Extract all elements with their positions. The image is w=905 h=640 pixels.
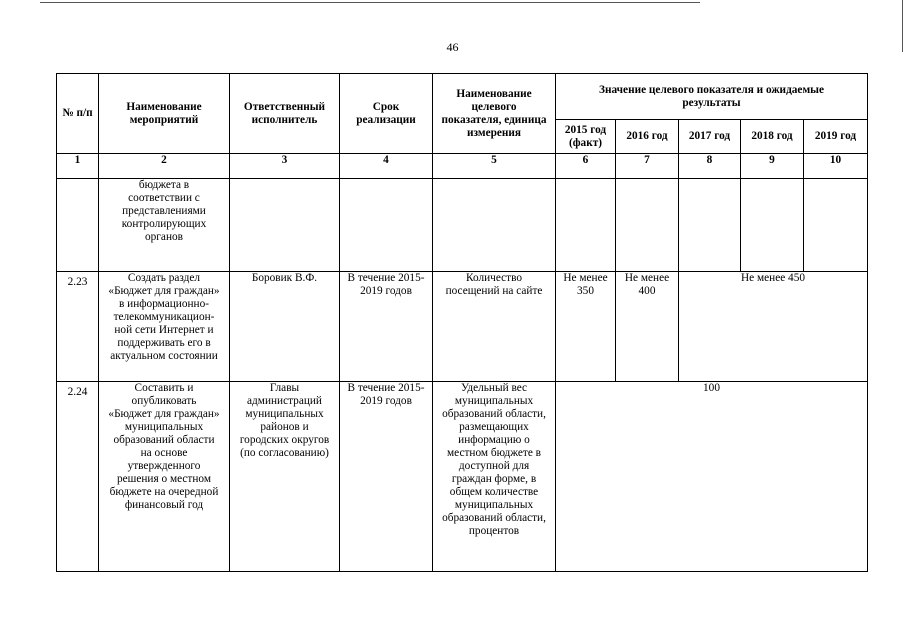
row-term bbox=[340, 179, 433, 272]
row-value-2019 bbox=[804, 179, 868, 272]
column-number-row bbox=[57, 154, 868, 179]
table-row-2-24 bbox=[57, 382, 868, 572]
column-number: 5 bbox=[433, 154, 556, 179]
row-value-2016: Не менее 400 bbox=[616, 272, 679, 382]
scan-edge-top bbox=[40, 2, 700, 3]
header-year-2015: 2015 год (факт) bbox=[556, 120, 616, 154]
row-value-2015 bbox=[556, 179, 616, 272]
column-number: 2 bbox=[99, 154, 230, 179]
page-number: 46 bbox=[446, 40, 459, 54]
row-value-2016 bbox=[616, 179, 679, 272]
column-number: 7 bbox=[616, 154, 679, 179]
row-event: бюджета в соответствии с представлениями контролирующих органов bbox=[99, 179, 230, 272]
target-indicators-table bbox=[56, 73, 868, 572]
column-number: 9 bbox=[741, 154, 804, 179]
header-year-2018: 2018 год bbox=[741, 120, 804, 154]
row-term: В течение 2015- 2019 годов bbox=[340, 272, 433, 382]
column-number: 4 bbox=[340, 154, 433, 179]
header-year-2017: 2017 год bbox=[679, 120, 741, 154]
row-value-2017 bbox=[679, 179, 741, 272]
header-term: Срок реализации bbox=[340, 74, 433, 154]
header-event: Наименование мероприятий bbox=[99, 74, 230, 154]
row-indicator: Удельный вес муниципальных образований области, размещающих информацию о местном бюджете в доступной для граждан форме, в общем количестве муниципальных образований области, процентов bbox=[433, 382, 556, 572]
header-num: № п/п bbox=[57, 74, 99, 154]
header-indicator: Наименование целевого показателя, единица измерения bbox=[433, 74, 556, 154]
column-number: 10 bbox=[804, 154, 868, 179]
row-num bbox=[57, 179, 99, 272]
row-event: Составить и опубликовать «Бюджет для граждан» муниципальных образований области на основе утвержденного решения о местном бюджете на очередной финансовый год bbox=[99, 382, 230, 572]
header-executor: Ответственный исполнитель bbox=[230, 74, 340, 154]
row-num: 2.23 bbox=[57, 272, 99, 382]
row-value-2015: Не менее 350 bbox=[556, 272, 616, 382]
header-year-2016: 2016 год bbox=[616, 120, 679, 154]
column-number: 1 bbox=[57, 154, 99, 179]
row-indicator: Количество посещений на сайте bbox=[433, 272, 556, 382]
row-value-2017-2019: Не менее 450 bbox=[679, 272, 868, 382]
row-executor bbox=[230, 179, 340, 272]
row-indicator bbox=[433, 179, 556, 272]
column-number: 3 bbox=[230, 154, 340, 179]
row-term: В течение 2015- 2019 годов bbox=[340, 382, 433, 572]
column-number: 8 bbox=[679, 154, 741, 179]
row-value-all-years: 100 bbox=[556, 382, 868, 572]
row-executor: Главы администраций муниципальных районов и городских округов (по согласованию) bbox=[230, 382, 340, 572]
table-row-continuation bbox=[57, 179, 868, 272]
row-num: 2.24 bbox=[57, 382, 99, 572]
header-year-2019: 2019 год bbox=[804, 120, 868, 154]
header-values-group: Значение целевого показателя и ожидаемые результаты bbox=[556, 74, 868, 120]
column-number: 6 bbox=[556, 154, 616, 179]
row-event: Создать раздел «Бюджет для граждан» в информационно- телекоммуникацион- ной сети Интернет и поддерживать его в актуальном состоянии bbox=[99, 272, 230, 382]
row-value-2018 bbox=[741, 179, 804, 272]
row-executor: Боровик В.Ф. bbox=[230, 272, 340, 382]
table-row-2-23 bbox=[57, 272, 868, 382]
